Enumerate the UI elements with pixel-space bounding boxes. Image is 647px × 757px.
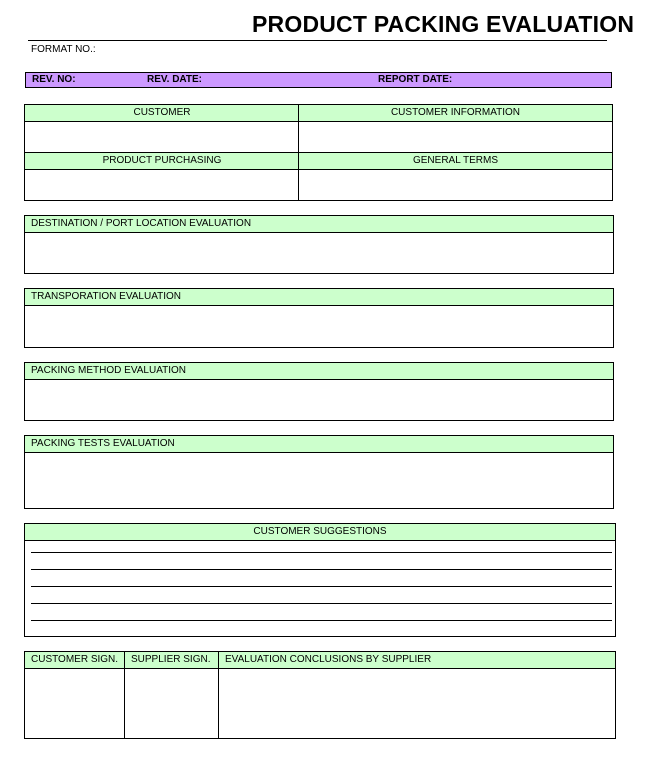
customer-suggestions-section bbox=[24, 523, 616, 637]
general-terms-field[interactable] bbox=[299, 170, 612, 200]
product-purchasing-field[interactable] bbox=[25, 170, 299, 200]
packing-tests-section bbox=[24, 435, 614, 509]
packing-tests-header: PACKING TESTS EVALUATION bbox=[25, 436, 613, 453]
customer-field[interactable] bbox=[25, 122, 299, 152]
customer-information-field[interactable] bbox=[299, 122, 612, 152]
rev-no-label: REV. NO: bbox=[32, 74, 76, 85]
suggestion-line[interactable] bbox=[31, 569, 612, 570]
customer-signature-field[interactable] bbox=[25, 668, 125, 738]
packing-tests-field[interactable] bbox=[25, 452, 613, 508]
suggestion-line[interactable] bbox=[31, 586, 612, 587]
packing-method-field[interactable] bbox=[25, 379, 613, 420]
suggestion-line[interactable] bbox=[31, 603, 612, 604]
destination-section bbox=[24, 215, 614, 274]
title-underline bbox=[28, 40, 607, 41]
suggestion-line[interactable] bbox=[31, 552, 612, 553]
packing-method-header: PACKING METHOD EVALUATION bbox=[25, 363, 613, 380]
packing-method-section bbox=[24, 362, 614, 421]
rev-date-label: REV. DATE: bbox=[147, 74, 203, 85]
customer-info-table bbox=[24, 104, 613, 201]
revision-bar bbox=[25, 72, 612, 88]
transportation-section bbox=[24, 288, 614, 348]
product-purchasing-header: PRODUCT PURCHASING bbox=[25, 153, 299, 170]
customer-header: CUSTOMER bbox=[25, 105, 299, 122]
customer-suggestions-header: CUSTOMER SUGGESTIONS bbox=[25, 524, 615, 541]
destination-header: DESTINATION / PORT LOCATION EVALUATION bbox=[25, 216, 613, 233]
conclusions-header: EVALUATION CONCLUSIONS BY SUPPLIER bbox=[219, 652, 615, 669]
column-divider bbox=[298, 105, 299, 200]
column-divider bbox=[124, 652, 125, 738]
column-divider bbox=[218, 652, 219, 738]
signatures-table bbox=[24, 651, 616, 739]
customer-sign-header: CUSTOMER SIGN. bbox=[25, 652, 125, 669]
suggestion-line[interactable] bbox=[31, 620, 612, 621]
transportation-header: TRANSPORATION EVALUATION bbox=[25, 289, 613, 306]
supplier-sign-header: SUPPLIER SIGN. bbox=[125, 652, 219, 669]
page-title: PRODUCT PACKING EVALUATION bbox=[252, 11, 635, 37]
report-date-label: REPORT DATE: bbox=[378, 74, 453, 85]
format-number-label: FORMAT NO.: bbox=[31, 44, 96, 55]
supplier-signature-field[interactable] bbox=[125, 668, 219, 738]
conclusions-field[interactable] bbox=[219, 668, 615, 738]
transportation-field[interactable] bbox=[25, 305, 613, 347]
general-terms-header: GENERAL TERMS bbox=[299, 153, 612, 170]
destination-field[interactable] bbox=[25, 232, 613, 273]
customer-information-header: CUSTOMER INFORMATION bbox=[299, 105, 612, 122]
